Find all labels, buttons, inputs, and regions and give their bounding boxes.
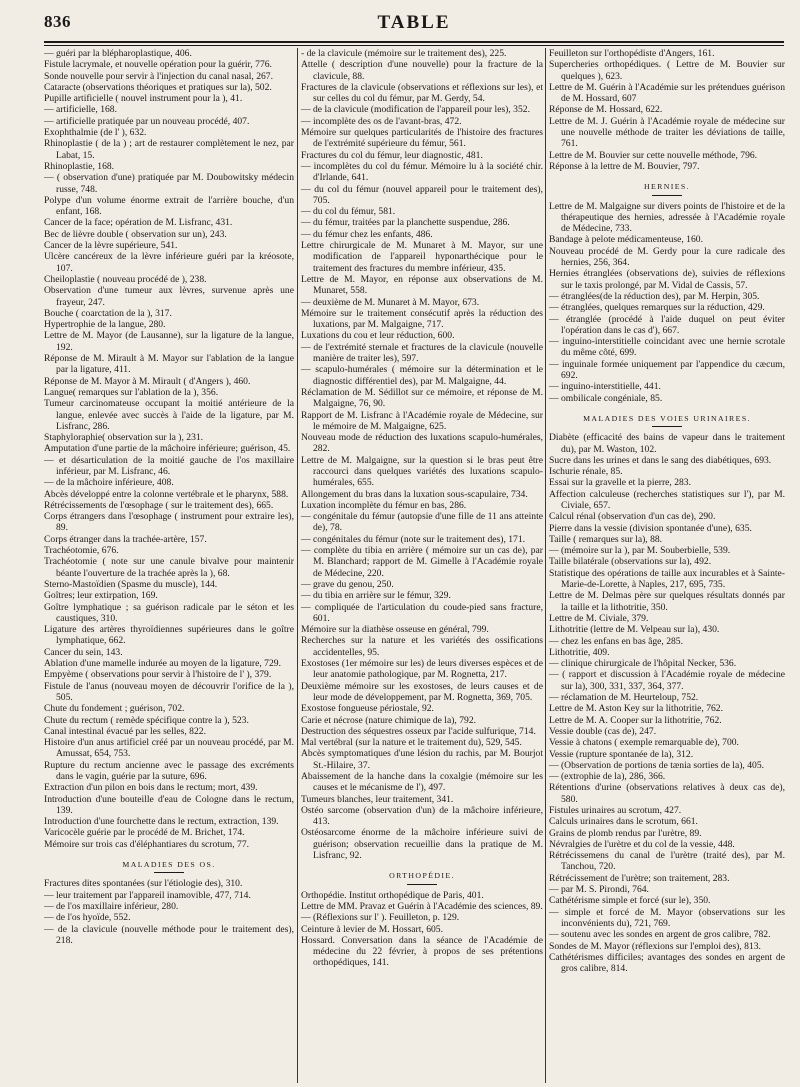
index-entry: Varicocèle guérie par le procédé de M. Brichet, 174. [44, 827, 245, 839]
index-entry: Réponse à la lettre de M. Bouvier, 797. [549, 160, 700, 172]
index-entry: Chute du rectum ( remède spécifique contre la ), 523. [44, 714, 249, 726]
index-entry: — simple et forcé de M. Mayor (observations sur les inconvénients du), 721, 769. [549, 906, 785, 929]
index-entry: Taille bilatérale (observations sur la), 492. [549, 556, 712, 568]
index-entry: Rhinoplastie ( de la ) ; art de restaurer complètement le nez, par Labat, 15. [44, 138, 294, 161]
index-entry: Lettre de M. Civiale, 379. [549, 612, 649, 624]
index-entry: Vessie double (cas de), 247. [549, 725, 657, 737]
index-entry: Observation d'une tumeur aux lèvres, survenue après une frayeur, 247. [44, 285, 294, 308]
column-divider-2 [545, 48, 546, 1083]
index-entry: — soutenu avec les sondes en argent de gros calibre, 782. [549, 929, 771, 941]
index-entry: — par M. S. Pirondi, 764. [549, 884, 649, 896]
index-entry: Mal vertébral (sur la nature et le traitement du), 529, 545. [301, 737, 522, 749]
index-entry: Lettre chirurgicale de M. Munaret à M. Mayor, sur une modification de l'appareil hyponarthécique pour le traitement des fractures du membre inférieur, 435. [301, 240, 543, 274]
index-entry: Staphyloraphie( observation sur la ), 231. [44, 432, 204, 444]
index-entry: Rapport de M. Lisfranc à l'Académie royale de Médecine, sur le mémoire de M. Malgaigne, 625. [301, 409, 543, 432]
index-entry: Goîtres; leur extirpation, 169. [44, 590, 158, 602]
index-entry: — ( observation d'une) pratiquée par M. Doubowitsky médecin russe, 748. [44, 172, 294, 195]
index-entry: Cathétérisme simple et forcé (sur le), 350. [549, 895, 711, 907]
index-entry: Lettre de M. Mayor, en réponse aux observations de M. Munaret, 558. [301, 273, 543, 297]
index-entry: Essai sur la gravelle et la pierre, 283. [549, 477, 691, 489]
index-entry: Rhinoplastie, 168. [44, 160, 115, 172]
index-entry: — inguino-interstitielle coincidant avec une hernie scrotale du même côté, 699. [549, 336, 785, 359]
index-entry: Rétrécissemens du canal de l'urètre (traité des), par M. Tanchou, 720. [549, 850, 785, 873]
index-entry: Introduction d'une bouteille d'eau de Cologne dans le rectum, 139. [44, 793, 294, 816]
index-entry: Statistique des opérations de taille aux incurables et à Sainte-Marie-de-Lorette, à Naples, 217, 695, 735. [549, 567, 785, 591]
index-entry: Cancer de la face; opération de M. Lisfranc, 431. [44, 217, 233, 229]
index-entry: Polype d'un volume énorme extrait de l'arrière bouche, d'un enfant, 168. [44, 194, 294, 218]
index-entry: Tumeurs blanches, leur traitement, 341. [301, 793, 454, 805]
index-entry: Trachéotomie, 676. [44, 545, 119, 557]
index-entry: — (mémoire sur la ), par M. Souberbielle, 539. [549, 545, 731, 557]
index-entry: Abcès développé entre la colonne vertébrale et le pharynx, 588. [44, 488, 289, 500]
index-entry: — chez les enfans en bas âge, 285. [549, 635, 683, 647]
index-entry: Sucre dans les urines et dans le sang des diabétiques, 693. [549, 454, 772, 466]
index-entry: Exostoses (1er mémoire sur les) de leurs diverses espèces et de leur anatomie pathologique, par M. Rognetta, 217. [301, 658, 543, 681]
index-entry: — inguinale formée uniquement par l'appendice du cæcum, 692. [549, 358, 785, 382]
index-entry: Histoire d'un anus artificiel créé par un nouveau procédé, par M. Amussat, 654, 753. [44, 737, 294, 760]
section-heading: MALADIES DES OS. [44, 859, 294, 873]
index-entry: — (extrophie de la), 286, 366. [549, 771, 666, 783]
index-entry: Ligature des artères thyroïdiennes supérieures dans le goître lymphatique, 662. [44, 624, 294, 647]
index-entry: — étranglées, quelques remarques sur la réduction, 429. [549, 302, 765, 314]
index-entry: — étranglées(de la réduction des), par M. Herpin, 305. [549, 290, 760, 302]
index-entry: — étranglée (procédé à l'aide duquel on peut éviter l'opération dans le cas d'), 667. [549, 313, 785, 336]
index-entry: Lettre de M. Aston Key sur la lithotritie, 762. [549, 703, 723, 715]
header-rule-thin [44, 45, 784, 46]
index-entry: Fistules urinaires au scrotum, 427. [549, 805, 682, 816]
page-number: 836 [44, 12, 71, 31]
index-column-2 [301, 48, 543, 1083]
index-entry: Calcul rénal (observation d'un cas de), 290. [549, 511, 716, 523]
index-entry: Extraction d'un pilon en bois dans le rectum; mort, 439. [44, 782, 258, 794]
index-entry: Orthopédie. Institut orthopédique de Paris, 401. [301, 889, 484, 901]
index-entry: Réponse de M. Mayor à M. Mirault ( d'Angers ), 460. [44, 375, 251, 387]
index-entry: Luxation incomplète du fémur en bas, 286. [301, 499, 467, 511]
index-entry: — scapulo-humérales ( mémoire sur la détermination et le diagnostic différentiel des), par M. Malgaigne, 44. [301, 364, 543, 387]
index-entry: Canal intestinal évacué par les selles, 822. [44, 725, 206, 737]
index-entry: Introduction d'une fourchette dans le rectum, extraction, 139. [44, 816, 279, 828]
index-entry: Affection calculeuse (recherches statistiques sur l'), par M. Civiale, 657. [549, 488, 785, 511]
page-header [44, 10, 784, 40]
index-entry: Ulcère cancéreux de la lèvre inférieure guéri par la kréosote, 107. [44, 251, 294, 274]
index-entry: Attelle ( description d'une nouvelle) pour la fracture de la clavicule, 88. [301, 59, 543, 82]
index-entry: Lettre de M. A. Cooper sur la lithotritie, 762. [549, 714, 722, 726]
index-entry: Chute du fondement ; guérison, 702. [44, 703, 185, 715]
index-entry: — du fémur, traitées par la planchette suspendue, 286. [301, 217, 510, 229]
index-entry: Recherches sur la nature et les variétés des ossifications accidentelles, 95. [301, 635, 543, 658]
index-entry: — de l'extrémité sternale et fractures de la clavicule (nouvelle manière de traiter les), 597. [301, 341, 543, 365]
index-entry: — congénitales du fémur (note sur le traitement des), 171. [301, 533, 526, 545]
index-entry: Ostéo sarcome (observation d'un) de la mâchoire inférieure, 413. [301, 804, 543, 828]
index-entry: Luxations du cou et leur réduction, 600. [301, 330, 455, 342]
index-entry: — leur traitement par l'appareil inamovible, 477, 714. [44, 889, 251, 901]
index-entry: Ischurie rénale, 85. [549, 466, 623, 478]
index-entry: Ostéosarcome énorme de la mâchoire inférieure suivi de guérison; observation recueillie dans la pratique de M. Lisfranc, 92. [301, 827, 543, 862]
index-entry: Vessie (rupture spontanée de la), 312. [549, 748, 694, 760]
index-entry: Corps étranger dans la trachée-artère, 157. [44, 533, 207, 545]
index-entry: Pierre dans la vessie (division spontanée d'une), 635. [549, 522, 752, 534]
index-entry: — compliquée de l'articulation du coude-pied sans fracture, 601. [301, 601, 543, 624]
index-entry: Fistule lacrymale, et nouvelle opération pour la guérir, 776. [44, 59, 272, 71]
index-entry: Pupille artificielle ( nouvel instrument pour la ), 41. [44, 93, 243, 105]
index-entry: Bouche ( coarctation de la ), 317. [44, 307, 172, 319]
index-entry: Feuilleton sur l'orthopédiste d'Angers, 161. [549, 48, 715, 59]
index-entry: Corps étrangers dans l'œsophage ( instrument pour extraire les), 89. [44, 511, 294, 534]
index-entry: Ablation d'une mamelle indurée au moyen de la ligature, 729. [44, 658, 281, 670]
index-entry: Langue( remarques sur l'ablation de la ), 356. [44, 386, 219, 398]
index-entry: — inguino-interstitielle, 441. [549, 381, 661, 393]
index-entry: Fractures du col du fémur, leur diagnostic, 481. [301, 149, 483, 161]
index-entry: Fistule de l'anus (nouveau moyen de découvrir l'orifice de la ), 505. [44, 680, 294, 703]
index-entry: Sonde nouvelle pour servir à l'injection du canal nasal, 267. [44, 70, 273, 82]
index-entry: Névralgies de l'urètre et du col de la vessie, 448. [549, 838, 735, 850]
index-entry: Cathétérismes difficiles; avantages des sondes en argent de gros calibre, 814. [549, 951, 785, 975]
index-entry: — artificielle pratiquée par un nouveau procédé, 407. [44, 115, 250, 127]
index-entry: Cheiloplastie ( nouveau procédé de ), 238. [44, 273, 207, 285]
index-entry: — congénitale du fémur (autopsie d'une fille de 11 ans atteinte de), 78. [301, 511, 543, 534]
index-entry: Lettre de M. Guérin à l'Académie sur les prétendues guérison de M. Hossard, 607 [549, 81, 785, 105]
index-entry: Lettre de M. J. Guérin à l'Académie royale de médecine sur une nouvelle méthode de traiter les déviations de taille, 761. [549, 115, 785, 150]
section-heading: HERNIES. [549, 181, 785, 195]
index-entry: Carie et nécrose (nature chimique de la), 792. [301, 714, 477, 726]
index-entry: Bandage à pelote médicamenteuse, 160. [549, 234, 703, 246]
index-entry: — du col du fémur, 581. [301, 206, 396, 218]
index-entry: Sondes de M. Mayor (réflexions sur l'emploi des), 813. [549, 940, 761, 952]
index-entry: Nouveau procédé de M. Gerdy pour la cure radicale des hernies, 256, 364. [549, 245, 785, 269]
index-entry: Lettre de M. Malgaigne sur divers points de l'histoire et de la thérapeutique des hernies, adressée à l'Académie royale de Médecine, 733. [549, 200, 785, 235]
index-entry: Cancer de la lèvre supérieure, 541. [44, 240, 178, 252]
index-entry: Cancer du sein, 143. [44, 646, 123, 658]
index-entry: — de la mâchoire inférieure, 408. [44, 477, 174, 489]
index-entry: Trachéotomie ( note sur une canule bivalve pour maintenir béante l'ouverture de la trachée après la ), 68. [44, 556, 294, 579]
index-entry: Cataracte (observations théoriques et pratiques sur la), 502. [44, 81, 272, 93]
index-entry: — de la clavicule (nouvelle méthode pour le traitement des), 218. [44, 923, 294, 946]
index-entry: Lettre de M. Bouvier sur cette nouvelle méthode, 796. [549, 149, 758, 161]
index-entry: Rétrécissements de l'œsophage ( sur le traitement des), 665. [44, 499, 274, 511]
index-entry: — guéri par la blépharoplastique, 406. [44, 48, 192, 59]
index-entry: Calculs urinaires dans le scrotum, 661. [549, 816, 698, 828]
index-entry: — clinique chirurgicale de l'hôpital Necker, 536. [549, 658, 737, 670]
index-entry: — (Observation de portions de tænia sorties de la), 405. [549, 759, 765, 771]
column-divider-1 [297, 48, 298, 1083]
index-entry: Lithotritie, 409. [549, 646, 610, 658]
index-entry: — du tibia en arrière sur le fémur, 329. [301, 590, 451, 602]
index-entry: Réclamation de M. Sédillot sur ce mémoire, et réponse de M. Malgaigne, 76, 90. [301, 386, 543, 410]
index-entry: — réclamation de M. Heurteloup, 752. [549, 692, 699, 704]
index-entry: Mémoire sur trois cas d'éléphantiares du scrotum, 77. [44, 838, 250, 850]
index-entry: Exostose fongueuse périostale, 92. [301, 703, 434, 715]
index-column-1 [44, 48, 294, 1083]
index-entry: Rétentions d'urine (observations relatives à deux cas de), 580. [549, 782, 785, 805]
index-entry: — complète du tibia en arrière ( mémoire sur un cas de), par M. Blanchard; rapport de M. Gimelle à l'Académie royale de Médecine, 220. [301, 545, 543, 579]
index-entry: Fractures dites spontanées (sur l'étiologie des), 310. [44, 878, 243, 890]
index-entry: — ombilicale congéniale, 85. [549, 392, 663, 404]
index-entry: Grains de plomb rendus par l'urètre, 89. [549, 827, 702, 839]
index-entry: Rupture du rectum ancienne avec le passage des excréments dans le vagin, guérie par la suture, 696. [44, 759, 294, 782]
index-entry: Allongement du bras dans la luxation sous-scapulaire, 734. [301, 488, 528, 500]
section-heading: MALADIES DES VOIES URINAIRES. [549, 413, 785, 427]
index-entry: Réponse de M. Hossard, 622. [549, 104, 663, 116]
index-entry: — et désarticulation de la moitié gauche de l'os maxillaire inférieur, par M. Lisfranc, 46. [44, 454, 294, 477]
index-entry: — (Réflexions sur l' ). Feuilleton, p. 129. [301, 912, 460, 924]
index-entry: — de l'os maxillaire inférieur, 280. [44, 900, 179, 912]
index-entry: Abaissement de la hanche dans la coxalgie (mémoire sur les causes et le mécanisme de l'), 497. [301, 771, 543, 794]
index-entry: Taille ( remarques sur la), 88. [549, 533, 663, 545]
index-entry: Nouveau mode de réduction des luxations scapulo-humérales, 282. [301, 432, 543, 455]
index-entry: — artificielle, 168. [44, 104, 117, 116]
index-entry: Mémoire sur quelques particularités de l'histoire des fractures de l'extrémité supérieure du fémur, 561. [301, 127, 543, 150]
index-entry: — incomplète des os de l'avant-bras, 472. [301, 115, 462, 127]
index-entry: Supercheries orthopédiques. ( Lettre de M. Bouvier sur quelques ), 623. [549, 59, 785, 82]
index-entry: Vessie à chatons ( exemple remarquable de), 700. [549, 737, 739, 749]
index-entry: — de l'os hyoïde, 552. [44, 912, 131, 924]
index-entry: Lettre de M. Mayor (de Lausanne), sur la ligature de la langue, 192. [44, 330, 294, 353]
index-entry: Amputation d'une partie de la mâchoire inférieure; guérison, 45. [44, 443, 291, 455]
index-entry: Destruction des séquestres osseux par l'acide sulfurique, 714. [301, 725, 536, 737]
index-entry: — ( rapport et discussion à l'Académie royale de médecine sur la), 300, 331, 337, 364, 377. [549, 669, 785, 692]
index-entry: Abcès symptomatiques d'une lésion du rachis, par M. Bourjot St.-Hilaire, 37. [301, 748, 543, 771]
index-entry: Deuxième mémoire sur les exostoses, de leurs causes et de leur mode de développement, par M. Rognetta, 369, 705. [301, 680, 543, 703]
index-entry: Hypertrophie de la langue, 280. [44, 319, 166, 331]
index-entry: Bec de lièvre double ( observation sur un), 243. [44, 228, 227, 240]
index-entry: Hossard. Conversation dans la séance de l'Académie de médecine du 22 février, à propos de ses prétentions orthopédiques, 141. [301, 934, 543, 969]
index-entry: Rétrécissement de l'urètre; son traitement, 283. [549, 872, 730, 884]
index-entry: Lettre de M. Malgaigne, sur la question si le bras peut être raccourci dans quelques variétés des luxations scapulo-humérales, 655. [301, 454, 543, 489]
index-entry: Lettre de MM. Pravaz et Guérin à l'Académie des sciences, 89. [301, 900, 543, 912]
index-entry: — grave du genou, 250. [301, 578, 394, 590]
index-entry: Réponse de M. Mirault à M. Mayor sur l'ablation de la langue par la ligature, 411. [44, 353, 294, 376]
index-entry: Ceinture à levier de M. Hossart, 605. [301, 923, 444, 935]
index-entry: Empyème ( observations pour servir à l'histoire de l' ), 379. [44, 669, 272, 681]
index-entry: Sterno-Mastoïdien (Spasme du muscle), 144. [44, 578, 218, 590]
index-entry: — incomplètes du col du fémur. Mémoire lu à la société chir. d'Irlande, 641. [301, 160, 543, 184]
index-entry: Lithotritie (lettre de M. Velpeau sur la), 430. [549, 624, 720, 636]
index-entry: — de la clavicule (modification de l'appareil pour les), 352. [301, 104, 530, 116]
index-entry: — deuxième de M. Munaret à M. Mayor, 673. [301, 296, 480, 308]
header-rule-thick [44, 41, 784, 43]
page-title: TABLE [377, 12, 451, 33]
index-entry: Lettre de M. Delmas père sur quelques résultats donnés par la taille et la lithotritie, 350. [549, 590, 785, 613]
index-entry: Diabète (efficacité des bains de vapeur dans le traitement du), par M. Waston, 102. [549, 432, 785, 455]
index-entry: — du col du fémur (nouvel appareil pour le traitement des), 705. [301, 183, 543, 206]
index-entry: Mémoire sur la diathèse osseuse en général, 799. [301, 624, 489, 636]
index-column-3 [549, 48, 785, 1083]
index-entry: Fractures de la clavicule (observations et réflexions sur les), et sur celles du col du fémur, par M. Gerdy, 54. [301, 81, 543, 105]
index-entry: Mémoire sur le traitement consécutif après la réduction des luxations, par M. Malgaigne, 717. [301, 307, 543, 331]
index-entry: Goître lymphatique ; sa guérison radicale par le séton et les caustiques, 310. [44, 601, 294, 624]
index-entry: Tumeur carcinomateuse occupant la moitié antérieure de la langue, enlevée avec succès à l'aide de la ligature, par M. Lisfranc, 286. [44, 398, 294, 432]
index-entry: Exophthalmie (de l' ), 632. [44, 127, 147, 139]
index-entry: - de la clavicule (mémoire sur le traitement des), 225. [301, 48, 507, 59]
section-heading: ORTHOPÉDIE. [301, 870, 543, 884]
index-entry: — du fémur chez les enfants, 486. [301, 228, 433, 240]
index-entry: Hernies étranglées (observations de), suivies de réflexions sur le taxis prolongé, par M. Vidal de Cassis, 57. [549, 268, 785, 291]
